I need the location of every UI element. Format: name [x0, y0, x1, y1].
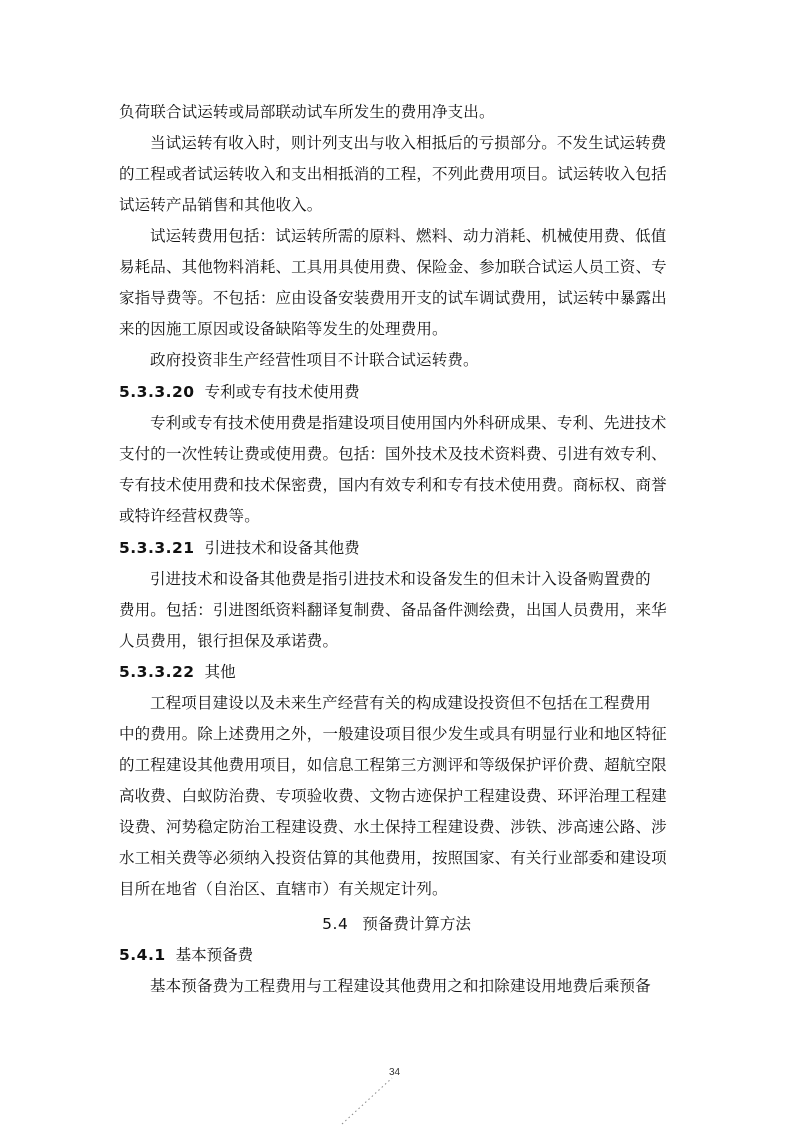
section-heading-5-3-3-22 — [119, 662, 236, 682]
section-title: 预备费计算方法 — [362, 915, 471, 933]
dotted-corner-decoration — [340, 1076, 400, 1126]
heading-number: 5.4.1 — [119, 946, 166, 964]
paragraph-line: 的工程建设其他费用项目，如信息工程第三方测评和等级保护评价费、超航空限 — [119, 756, 667, 774]
section-heading-5-3-3-20 — [119, 382, 360, 402]
section-heading-5-4 — [0, 914, 793, 934]
heading-title: 引进技术和设备其他费 — [204, 539, 360, 557]
paragraph-line: 专有技术使用费和技术保密费，国内有效专利和专有技术使用费。商标权、商誉 — [119, 476, 667, 494]
paragraph-line: 家指导费等。不包括：应由设备安装费用开支的试车调试费用，试运转中暴露出 — [119, 289, 667, 307]
paragraph-line: 引进技术和设备其他费是指引进技术和设备发生的但未计入设备购置费的 — [150, 570, 651, 588]
paragraph-line: 易耗品、其他物料消耗、工具用具使用费、保险金、参加联合试运人员工资、专 — [119, 258, 667, 276]
heading-title: 专利或专有技术使用费 — [204, 383, 360, 401]
paragraph-line: 负荷联合试运转或局部联动试车所发生的费用净支出。 — [119, 103, 495, 121]
heading-title: 其他 — [204, 663, 236, 681]
paragraph-line: 专利或专有技术使用费是指建设项目使用国内外科研成果、专利、先进技术 — [150, 414, 667, 432]
section-heading-5-3-3-21 — [119, 538, 360, 558]
paragraph-line: 水工相关费等必须纳入投资估算的其他费用，按照国家、有关行业部委和建设项 — [119, 849, 667, 867]
paragraph-line: 来的因施工原因或设备缺陷等发生的处理费用。 — [119, 320, 448, 338]
paragraph-line: 人员费用，银行担保及承诺费。 — [119, 632, 339, 650]
heading-number: 5.3.3.22 — [119, 663, 195, 681]
section-number: 5.4 — [322, 915, 349, 933]
paragraph-line: 基本预备费为工程费用与工程建设其他费用之和扣除建设用地费后乘预备 — [150, 977, 651, 995]
heading-number: 5.3.3.20 — [119, 383, 195, 401]
paragraph-line: 或特许经营权费等。 — [119, 507, 260, 525]
paragraph-line: 费用。包括：引进图纸资料翻译复制费、备品备件测绘费，出国人员费用，来华 — [119, 601, 667, 619]
paragraph-line: 中的费用。除上述费用之外，一般建设项目很少发生或具有明显行业和地区特征 — [119, 725, 667, 743]
paragraph-line: 高收费、白蚁防治费、专项验收费、文物古迹保护工程建设费、环评治理工程建 — [119, 787, 667, 805]
paragraph-line: 工程项目建设以及未来生产经营有关的构成建设投资但不包括在工程费用 — [150, 694, 651, 712]
heading-number: 5.3.3.21 — [119, 539, 195, 557]
paragraph-line: 支付的一次性转让费或使用费。包括：国外技术及技术资料费、引进有效专利、 — [119, 445, 667, 463]
paragraph-line: 的工程或者试运转收入和支出相抵消的工程，不列此费用项目。试运转收入包括 — [119, 165, 667, 183]
page-number: 34 — [389, 1067, 401, 1078]
paragraph-line: 试运转产品销售和其他收入。 — [119, 196, 323, 214]
paragraph-line: 试运转费用包括：试运转所需的原料、燃料、动力消耗、机械使用费、低值 — [150, 227, 667, 245]
paragraph-line: 当试运转有收入时，则计列支出与收入相抵后的亏损部分。不发生试运转费 — [150, 134, 667, 152]
paragraph-line: 政府投资非生产经营性项目不计联合试运转费。 — [150, 351, 479, 369]
section-heading-5-4-1 — [119, 945, 253, 965]
paragraph-line: 目所在地省（自治区、直辖市）有关规定计列。 — [119, 880, 448, 898]
heading-title: 基本预备费 — [175, 946, 254, 964]
paragraph-line: 设费、河势稳定防治工程建设费、水土保持工程建设费、涉铁、涉高速公路、涉 — [119, 818, 667, 836]
